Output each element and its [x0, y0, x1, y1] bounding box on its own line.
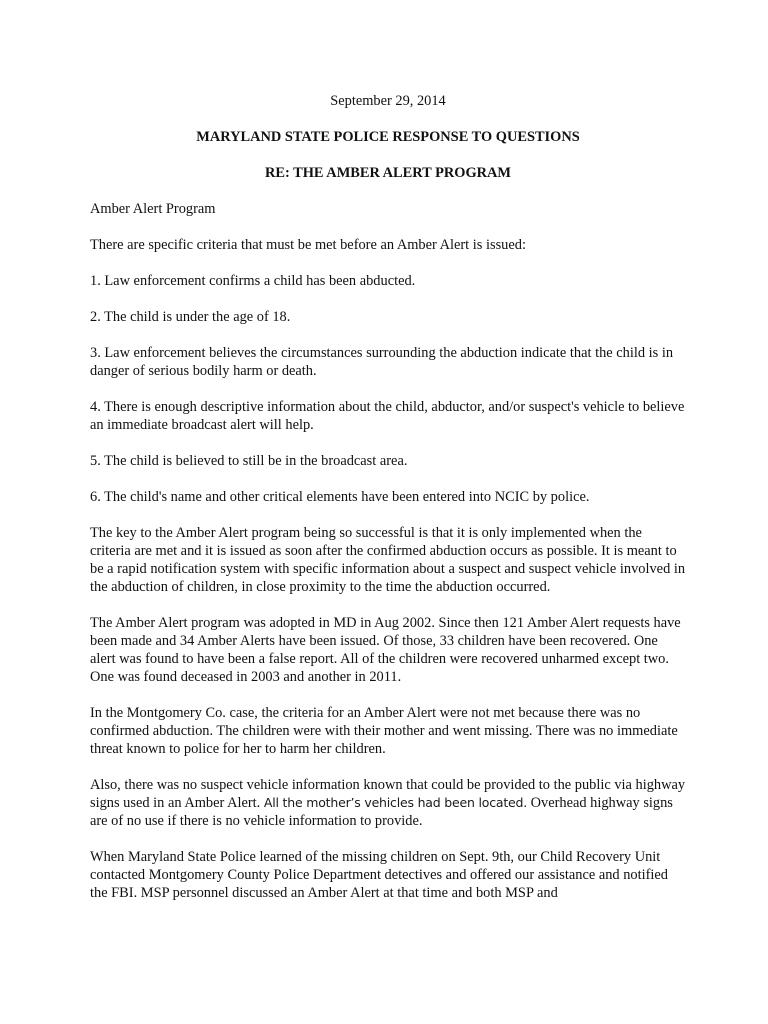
section-heading: Amber Alert Program [90, 201, 216, 217]
criteria-item-2: 2. The child is under the age of 18. [90, 309, 291, 325]
paragraph-montgomery-case: In the Montgomery Co. case, the criteria for an Amber Alert were not met because there was no confirmed abduction. The children were with their mother and went missing. There was no immediate threat known to police for her to harm her children. [90, 705, 678, 757]
paragraph-program-history: The Amber Alert program was adopted in MD in Aug 2002. Since then 121 Amber Alert requests have been made and 34 Amber Alerts have been issued. Of those, 33 children have been recovered. One alert was found to have been a false report. All of the children were recovered unharmed except two. One was found deceased in 2003 and another in 2011. [90, 615, 681, 685]
paragraph-vehicle-info [90, 776, 686, 830]
criteria-item-1: 1. Law enforcement confirms a child has been abducted. [90, 273, 416, 289]
vehicle-text-part1: Also, there was no suspect vehicle information known that could be provided to the public via highway signs used in an Amber Alert. [90, 777, 686, 811]
criteria-item-6: 6. The child's name and other critical elements have been entered into NCIC by police. [90, 489, 590, 505]
criteria-item-4: 4. There is enough descriptive information about the child, abductor, and/or suspect's vehicle to believe an immediate broadcast alert will help. [90, 399, 685, 433]
document-body [90, 92, 686, 902]
criteria-item-5: 5. The child is believed to still be in the broadcast area. [90, 453, 408, 469]
document-subtitle: RE: THE AMBER ALERT PROGRAM [264, 165, 512, 181]
criteria-intro: There are specific criteria that must be met before an Amber Alert is issued: [90, 237, 526, 253]
document-title: MARYLAND STATE POLICE RESPONSE TO QUESTIONS [196, 129, 580, 145]
document-date: September 29, 2014 [330, 93, 446, 109]
criteria-item-3: 3. Law enforcement believes the circumstances surrounding the abduction indicate that the child is in danger of serious bodily harm or death. [90, 345, 674, 379]
paragraph-program-key: The key to the Amber Alert program being so successful is that it is only implemented when the criteria are met and it is issued as soon after the confirmed abduction occurs as possible. It is meant to be a rapid notification system with specific information about a suspect and suspect vehicle involved in the abduction of children, in close proximity to the time the abduction occurred. [90, 525, 686, 595]
paragraph-msp-response: When Maryland State Police learned of the missing children on Sept. 9th, our Child Recovery Unit contacted Montgomery County Police Department detectives and offered our assistance and notified the FBI. MSP personnel discussed an Amber Alert at that time and both MSP and [90, 849, 668, 901]
vehicle-text-part2: Overhead highway signs are of no use if there is no vehicle information to provide. [90, 795, 673, 829]
vehicle-inserted-sentence: All the mother’s vehicles had been located. [263, 795, 528, 810]
